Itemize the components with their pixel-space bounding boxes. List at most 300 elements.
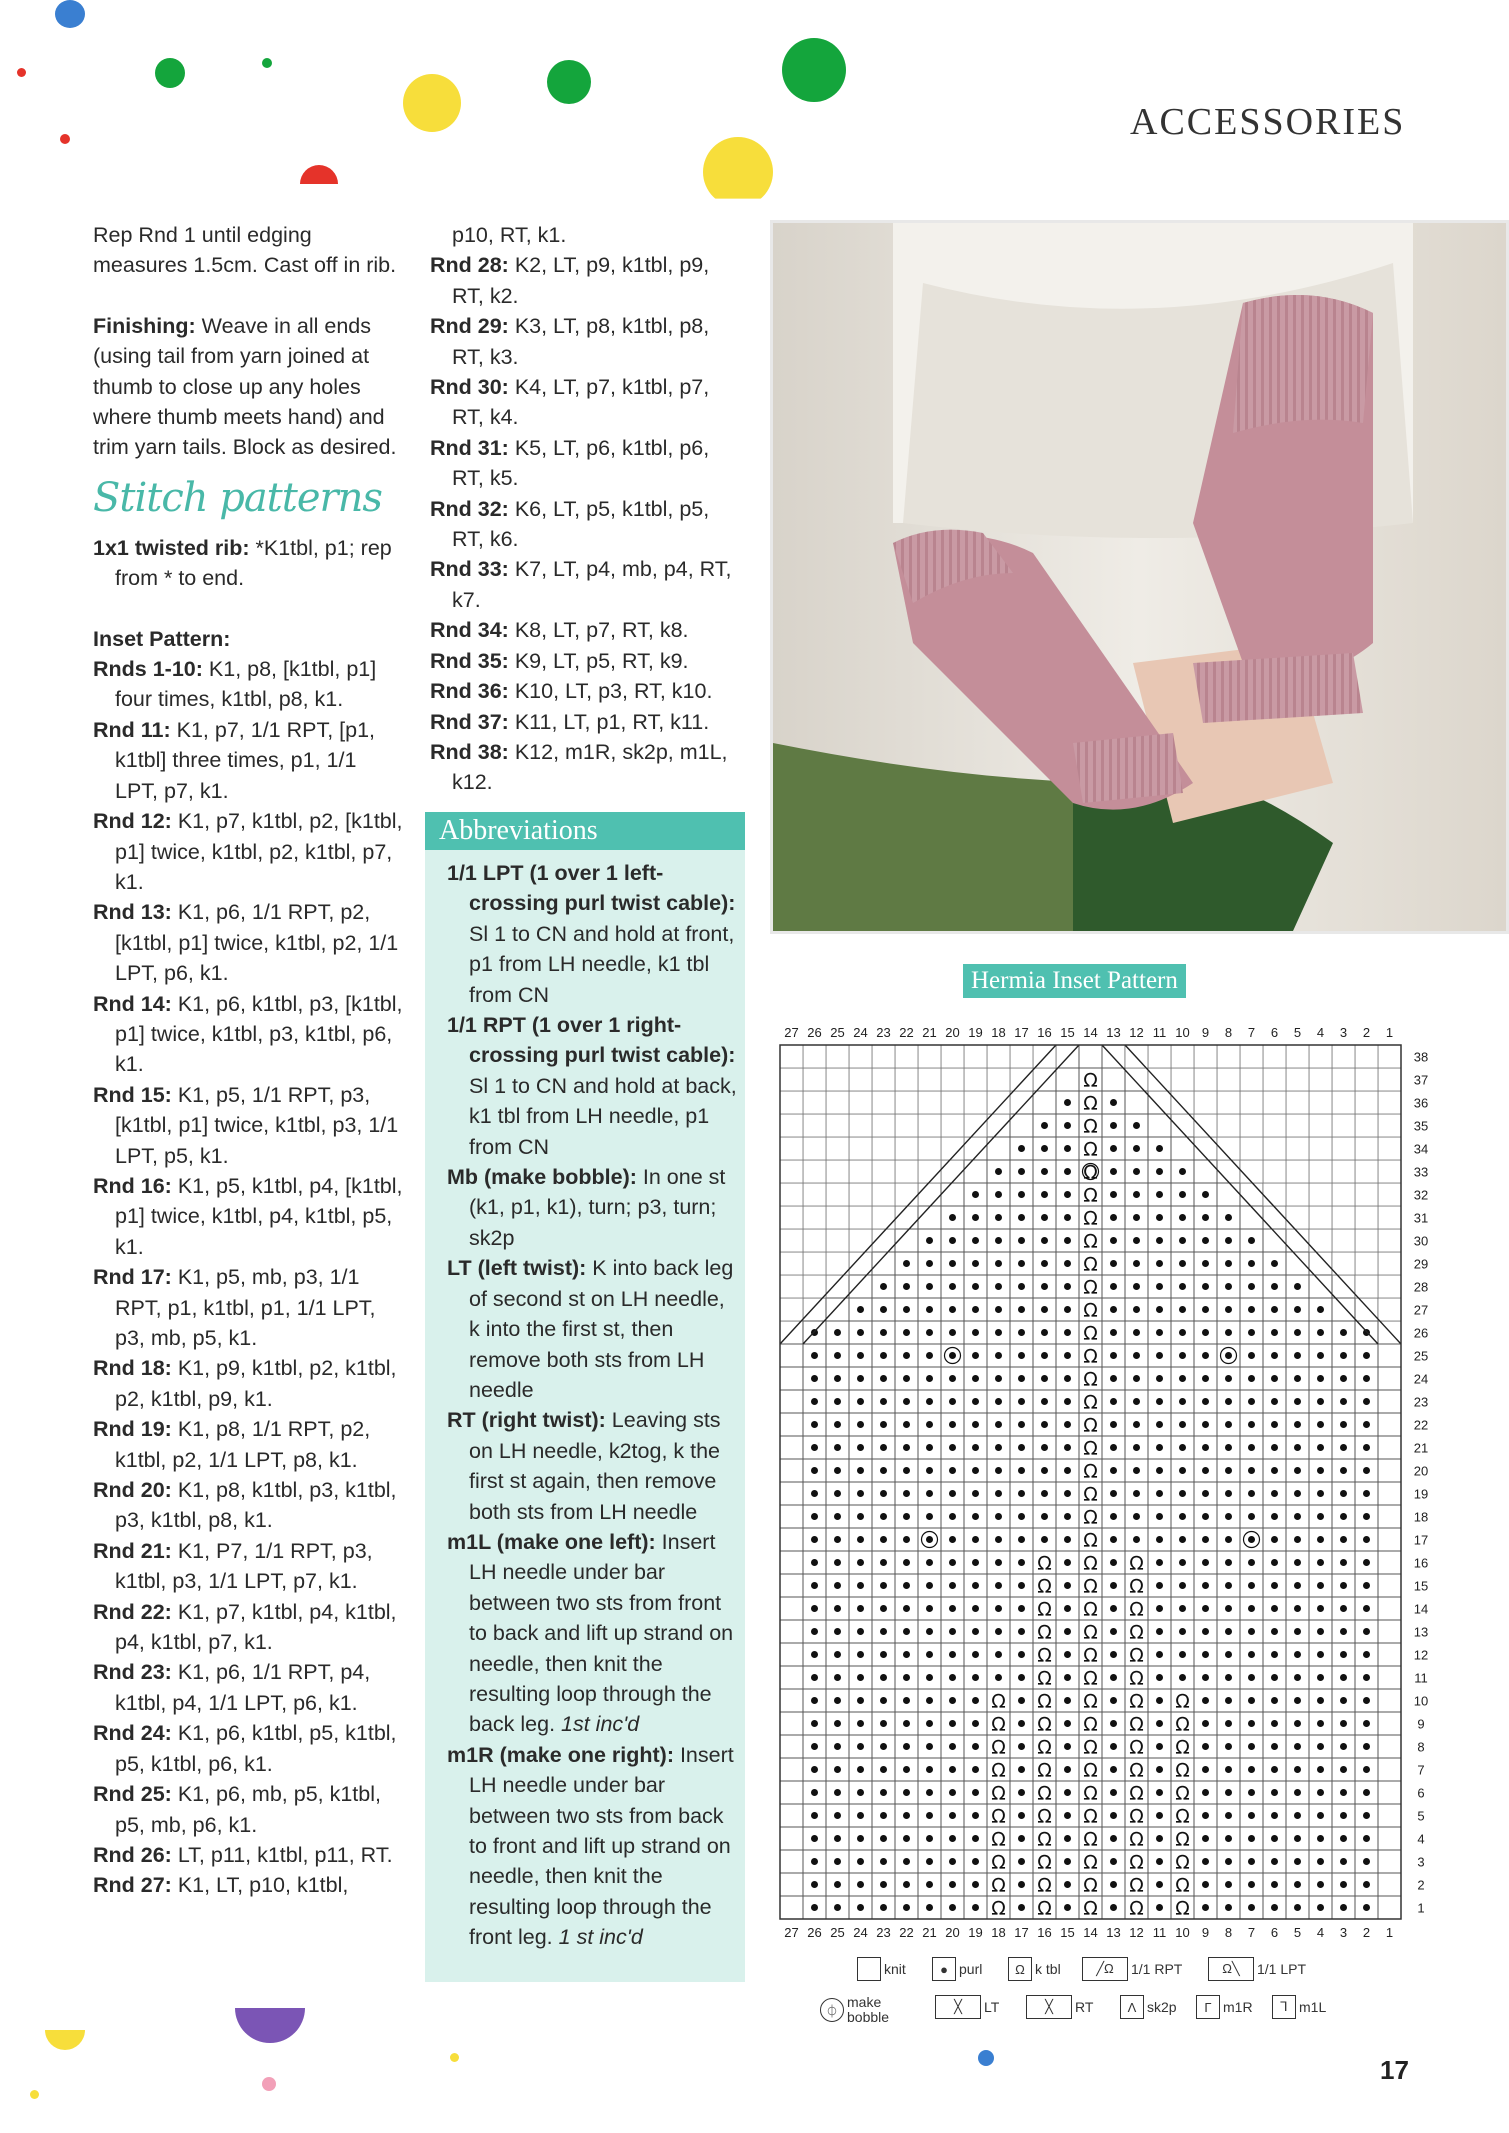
purl-mark <box>949 1329 956 1336</box>
purl-mark <box>1156 1145 1163 1152</box>
purl-mark <box>1041 1168 1048 1175</box>
chart-cell <box>780 1367 803 1390</box>
purl-mark <box>1064 1766 1071 1773</box>
chart-cell <box>987 1114 1010 1137</box>
chart-cell <box>780 1206 803 1229</box>
round-text: K1, p6, 1/1 RPT, p2, [k1tbl, p1] twice, k1tbl, p2, 1/1 LPT, p6, k1. <box>115 900 399 986</box>
purl-mark <box>1133 1398 1140 1405</box>
legend-bobble <box>820 1995 907 2025</box>
chart-cell <box>918 1183 941 1206</box>
ktbl-mark: Ω <box>1175 1805 1190 1828</box>
purl-mark <box>926 1674 933 1681</box>
purl-mark <box>1317 1651 1324 1658</box>
purl-mark <box>880 1628 887 1635</box>
purl-mark <box>1294 1375 1301 1382</box>
chart-cell <box>1309 1114 1332 1137</box>
ktbl-mark: Ω <box>1083 1506 1098 1529</box>
column-number: 27 <box>784 1025 799 1040</box>
chart-cell <box>1378 1804 1401 1827</box>
ktbl-mark: Ω <box>1129 1621 1144 1644</box>
purl-mark <box>1018 1582 1025 1589</box>
column-number: 9 <box>1201 1925 1210 1940</box>
round-instruction <box>93 715 403 806</box>
purl-mark <box>1064 1352 1071 1359</box>
row-number: 26 <box>1413 1325 1429 1341</box>
purl-mark <box>995 1628 1002 1635</box>
purl-mark <box>1271 1858 1278 1865</box>
chart-cell <box>1378 1896 1401 1919</box>
purl-mark <box>949 1421 956 1428</box>
chart-cell <box>918 1137 941 1160</box>
purl-mark <box>834 1421 841 1428</box>
abbreviation-term: 1/1 RPT (1 over 1 right-crossing purl twist cable): <box>447 1013 736 1068</box>
purl-mark <box>1317 1536 1324 1543</box>
purl-mark <box>1156 1214 1163 1221</box>
purl-mark <box>1271 1467 1278 1474</box>
column-number: 8 <box>1224 1925 1233 1940</box>
purl-mark <box>949 1582 956 1589</box>
column-number: 24 <box>853 1025 868 1040</box>
chart-cell <box>1010 1114 1033 1137</box>
purl-mark <box>926 1789 933 1796</box>
row-number: 4 <box>1417 1831 1425 1847</box>
purl-mark <box>1064 1283 1071 1290</box>
purl-mark <box>1340 1858 1347 1865</box>
purl-mark <box>1317 1582 1324 1589</box>
purl-mark <box>1018 1283 1025 1290</box>
round-label: Rnd 17: <box>93 1265 172 1290</box>
purl-mark <box>1248 1237 1255 1244</box>
purl-mark <box>995 1536 1002 1543</box>
ktbl-mark: Ω <box>1083 1092 1098 1115</box>
abbreviation-definition: Insert LH needle under bar between two sts from front to back and lift up strand on needle, then knit the resulting loop through the back leg. <box>469 1529 734 1737</box>
purl-mark <box>834 1582 841 1589</box>
purl-mark <box>1294 1490 1301 1497</box>
purl-mark <box>926 1605 933 1612</box>
legend-label: 1/1 RPT <box>1131 1961 1183 1977</box>
purl-mark <box>903 1283 910 1290</box>
purl-mark <box>880 1513 887 1520</box>
chart-cell <box>941 1114 964 1137</box>
purl-mark <box>880 1605 887 1612</box>
chart-cell <box>1286 1252 1309 1275</box>
chart-cell <box>895 1091 918 1114</box>
purl-mark <box>1340 1329 1347 1336</box>
purl-mark <box>949 1605 956 1612</box>
purl-mark <box>903 1467 910 1474</box>
purl-mark <box>1248 1559 1255 1566</box>
purl-mark <box>1202 1490 1209 1497</box>
ktbl-mark: Ω <box>1083 1828 1098 1851</box>
ktbl-mark: Ω <box>1083 1276 1098 1299</box>
purl-mark <box>880 1789 887 1796</box>
row-number: 9 <box>1417 1716 1425 1732</box>
chart-cell <box>872 1206 895 1229</box>
purl-mark <box>857 1490 864 1497</box>
purl-mark <box>1271 1720 1278 1727</box>
purl-mark <box>834 1766 841 1773</box>
purl-mark <box>1018 1835 1025 1842</box>
column-number: 21 <box>922 1025 937 1040</box>
round-label: Rnd 31: <box>430 435 509 460</box>
purl-mark <box>1156 1536 1163 1543</box>
chart-cell <box>1378 1183 1401 1206</box>
purl-mark <box>1202 1214 1209 1221</box>
ktbl-mark: Ω <box>1175 1736 1190 1759</box>
row-number: 11 <box>1414 1670 1428 1686</box>
chart-cell <box>780 1689 803 1712</box>
purl-mark <box>1248 1283 1255 1290</box>
purl-mark <box>857 1398 864 1405</box>
chart-cell <box>849 1137 872 1160</box>
purl-mark <box>1156 1306 1163 1313</box>
purl-mark <box>949 1651 956 1658</box>
purl-mark <box>857 1444 864 1451</box>
purl-mark <box>1340 1651 1347 1658</box>
abbreviation-term: Mb (make bobble): <box>447 1165 637 1190</box>
purl-mark <box>1133 1375 1140 1382</box>
purl-mark <box>926 1398 933 1405</box>
chart-cell <box>1240 1114 1263 1137</box>
chart-cell <box>803 1298 826 1321</box>
purl-mark <box>1248 1352 1255 1359</box>
chart-cell <box>780 1229 803 1252</box>
ktbl-mark: Ω <box>991 1851 1006 1874</box>
purl-mark <box>811 1398 818 1405</box>
purl-mark <box>995 1191 1002 1198</box>
purl-mark <box>1018 1605 1025 1612</box>
purl-mark <box>1179 1375 1186 1382</box>
round-instruction <box>93 897 403 988</box>
chart-cell <box>1355 1160 1378 1183</box>
column-number: 11 <box>1152 1925 1167 1940</box>
purl-mark <box>1064 1789 1071 1796</box>
round-list <box>430 250 745 797</box>
purl-mark <box>1225 1329 1232 1336</box>
purl-mark <box>1110 1375 1117 1382</box>
decor-dot <box>547 60 591 104</box>
purl-mark <box>834 1605 841 1612</box>
purl-mark <box>834 1858 841 1865</box>
round-label: Rnd 37: <box>430 709 509 734</box>
purl-mark <box>857 1605 864 1612</box>
purl-mark <box>1018 1214 1025 1221</box>
chart-cell <box>849 1160 872 1183</box>
purl-mark <box>949 1812 956 1819</box>
legend-label: m1R <box>1223 1999 1253 2015</box>
chart-cell <box>1332 1091 1355 1114</box>
purl-mark <box>1133 1490 1140 1497</box>
purl-mark <box>1317 1513 1324 1520</box>
purl-mark <box>1340 1812 1347 1819</box>
column-number: 17 <box>1014 1025 1029 1040</box>
chart-cell <box>780 1160 803 1183</box>
purl-mark <box>1018 1260 1025 1267</box>
purl-mark <box>1110 1536 1117 1543</box>
column-number: 2 <box>1362 1925 1371 1940</box>
abbreviation-entry <box>447 1162 737 1253</box>
column-number: 4 <box>1316 1025 1325 1040</box>
purl-mark <box>1248 1536 1255 1543</box>
round-instruction <box>430 494 745 555</box>
row-number: 6 <box>1417 1785 1425 1801</box>
round-instruction <box>93 1597 403 1658</box>
purl-mark <box>1340 1789 1347 1796</box>
purl-mark <box>1294 1329 1301 1336</box>
purl-mark <box>903 1398 910 1405</box>
purl-mark <box>834 1444 841 1451</box>
purl-mark <box>834 1398 841 1405</box>
purl-mark <box>995 1237 1002 1244</box>
column-number: 22 <box>899 1925 914 1940</box>
column-number: 26 <box>807 1925 822 1940</box>
abbreviation-term: RT (right twist): <box>447 1408 606 1433</box>
chart-cell <box>1309 1275 1332 1298</box>
chart-cell <box>1286 1068 1309 1091</box>
purl-mark <box>857 1306 864 1313</box>
row-number: 32 <box>1413 1187 1429 1203</box>
abbreviation-entry <box>447 858 737 1010</box>
purl-mark <box>857 1628 864 1635</box>
purl-mark <box>1340 1766 1347 1773</box>
chart-cell <box>1217 1091 1240 1114</box>
purl-mark <box>1225 1214 1232 1221</box>
purl-mark <box>1110 1628 1117 1635</box>
column-number: 13 <box>1106 1025 1121 1040</box>
purl-mark <box>1110 1191 1117 1198</box>
paragraph: Rep Rnd 1 until edging measures 1.5cm. Cast off in rib. <box>93 223 397 278</box>
chart-cell <box>780 1804 803 1827</box>
chart-cell <box>826 1160 849 1183</box>
purl-mark <box>1179 1467 1186 1474</box>
round-text: K1, p6, k1tbl, p5, k1tbl, p5, k1tbl, p6, k1. <box>115 1721 397 1776</box>
ktbl-mark: Ω <box>1175 1828 1190 1851</box>
column-number: 5 <box>1293 1925 1302 1940</box>
column-number: 3 <box>1339 1925 1348 1940</box>
purl-mark <box>995 1651 1002 1658</box>
round-text: K1, p6, 1/1 RPT, p4, k1tbl, p4, 1/1 LPT, p6, k1. <box>115 1660 371 1715</box>
purl-mark <box>1110 1559 1117 1566</box>
purl-mark <box>1018 1329 1025 1336</box>
purl-mark <box>1202 1444 1209 1451</box>
chart-cell <box>1378 1712 1401 1735</box>
legend-m1l <box>1272 1995 1326 2019</box>
chart-cell <box>1378 1666 1401 1689</box>
purl-mark <box>1294 1536 1301 1543</box>
row-number: 7 <box>1417 1762 1425 1778</box>
ktbl-mark: Ω <box>1037 1575 1052 1598</box>
purl-mark <box>1018 1444 1025 1451</box>
purl-mark <box>949 1283 956 1290</box>
column-number: 10 <box>1175 1025 1190 1040</box>
chart-cell <box>1378 1528 1401 1551</box>
purl-mark <box>1225 1720 1232 1727</box>
purl-mark <box>972 1881 979 1888</box>
round-instruction <box>430 250 745 311</box>
purl-mark <box>1018 1145 1025 1152</box>
purl-mark <box>926 1513 933 1520</box>
purl-mark <box>1110 1352 1117 1359</box>
purl-mark <box>1156 1605 1163 1612</box>
chart-cell <box>872 1045 895 1068</box>
purl-mark <box>903 1904 910 1911</box>
round-instruction <box>430 646 745 676</box>
chart-cell <box>1194 1091 1217 1114</box>
purl-mark <box>1248 1674 1255 1681</box>
purl-mark <box>1179 1352 1186 1359</box>
purl-mark <box>1271 1835 1278 1842</box>
column-number: 9 <box>1201 1025 1210 1040</box>
round-text: K1, p5, mb, p3, 1/1 RPT, p1, k1tbl, p1, 1/1 LPT, p3, mb, p5, k1. <box>115 1265 376 1350</box>
purl-mark <box>1363 1674 1370 1681</box>
chart-cell <box>1286 1206 1309 1229</box>
purl-mark <box>1248 1582 1255 1589</box>
chart-cell <box>1378 1643 1401 1666</box>
chart-cell <box>1378 1275 1401 1298</box>
purl-mark <box>972 1513 979 1520</box>
chart-cell <box>1355 1114 1378 1137</box>
purl-mark <box>926 1904 933 1911</box>
round-instruction <box>93 1353 403 1414</box>
purl-mark <box>995 1398 1002 1405</box>
round-label: Rnd 14: <box>93 991 172 1016</box>
purl-mark <box>972 1720 979 1727</box>
chart-cell <box>872 1252 895 1275</box>
purl-mark <box>1248 1306 1255 1313</box>
column-number: 23 <box>876 1925 891 1940</box>
purl-mark <box>1294 1283 1301 1290</box>
purl-mark <box>1271 1881 1278 1888</box>
purl-mark <box>811 1743 818 1750</box>
round-label: Rnd 16: <box>93 1173 172 1198</box>
round-label: Rnd 28: <box>430 253 509 278</box>
row-number: 20 <box>1413 1463 1429 1479</box>
purl-mark <box>1041 1214 1048 1221</box>
purl-mark <box>1156 1835 1163 1842</box>
purl-mark <box>880 1835 887 1842</box>
purl-mark <box>1317 1444 1324 1451</box>
purl-mark <box>1294 1743 1301 1750</box>
chart-cell <box>1171 1114 1194 1137</box>
ktbl-mark: Ω <box>1037 1828 1052 1851</box>
purl-mark <box>1202 1628 1209 1635</box>
column-number: 20 <box>945 1025 960 1040</box>
column-number: 24 <box>853 1925 868 1940</box>
chart-cell <box>849 1183 872 1206</box>
chart-cell <box>918 1091 941 1114</box>
chart-cell <box>1194 1045 1217 1068</box>
chart-cell <box>780 1390 803 1413</box>
ktbl-mark: Ω <box>1037 1552 1052 1575</box>
purl-mark <box>995 1352 1002 1359</box>
purl-mark <box>1225 1398 1232 1405</box>
legend-label: make bobble <box>847 1994 890 2025</box>
purl-mark <box>1271 1743 1278 1750</box>
purl-mark <box>1248 1444 1255 1451</box>
chart-cell <box>780 1712 803 1735</box>
mitts-photo <box>770 220 1509 934</box>
purl-mark <box>1179 1605 1186 1612</box>
purl-mark <box>1225 1490 1232 1497</box>
purl-mark <box>811 1467 818 1474</box>
chart-cell <box>803 1229 826 1252</box>
ktbl-mark: Ω <box>1129 1575 1144 1598</box>
chart-cell <box>1286 1091 1309 1114</box>
ktbl-mark: Ω <box>1083 1161 1098 1184</box>
purl-mark <box>1340 1467 1347 1474</box>
purl-mark <box>1202 1582 1209 1589</box>
decor-dot <box>45 2010 85 2050</box>
ktbl-mark: Ω <box>1037 1644 1052 1667</box>
purl-mark <box>857 1651 864 1658</box>
chart-cell <box>1378 1114 1401 1137</box>
purl-mark <box>926 1628 933 1635</box>
chart-cell <box>941 1160 964 1183</box>
purl-mark <box>1340 1743 1347 1750</box>
purl-mark <box>926 1559 933 1566</box>
purl-mark <box>1317 1467 1324 1474</box>
purl-mark <box>1018 1812 1025 1819</box>
purl-mark <box>903 1421 910 1428</box>
chart-cell <box>1355 1298 1378 1321</box>
abbreviation-definition: Sl 1 to CN and hold at back, k1 tbl from LH needle, p1 from CN <box>469 1073 737 1159</box>
chart-cell <box>780 1482 803 1505</box>
purl-mark <box>880 1720 887 1727</box>
chart-cell <box>780 1298 803 1321</box>
ktbl-mark: Ω <box>1083 1621 1098 1644</box>
decor-dot <box>55 0 85 28</box>
purl-mark <box>1202 1260 1209 1267</box>
purl-mark <box>834 1536 841 1543</box>
legend-knit <box>857 1957 906 1981</box>
purl-mark <box>857 1720 864 1727</box>
chart-cell <box>1378 1758 1401 1781</box>
purl-mark <box>1018 1168 1025 1175</box>
round-label: Rnd 30: <box>430 375 509 400</box>
chart-cell <box>1378 1390 1401 1413</box>
purl-mark <box>1110 1881 1117 1888</box>
row-number: 2 <box>1417 1877 1425 1893</box>
purl-mark <box>1225 1237 1232 1244</box>
chart-cell <box>1378 1482 1401 1505</box>
purl-mark <box>1271 1766 1278 1773</box>
purl-mark <box>1202 1858 1209 1865</box>
purl-mark <box>926 1237 933 1244</box>
purl-mark <box>1156 1720 1163 1727</box>
purl-mark <box>1225 1766 1232 1773</box>
column-number: 10 <box>1175 1925 1190 1940</box>
purl-mark <box>1064 1145 1071 1152</box>
purl-mark <box>903 1720 910 1727</box>
purl-mark <box>1363 1375 1370 1382</box>
abbreviation-entry <box>447 1253 737 1405</box>
ktbl-mark: Ω <box>1037 1713 1052 1736</box>
purl-mark <box>1018 1559 1025 1566</box>
purl-mark <box>1064 1582 1071 1589</box>
round-label: Rnd 34: <box>430 618 509 643</box>
purl-mark <box>1041 1536 1048 1543</box>
row-number: 5 <box>1417 1808 1425 1824</box>
purl-mark <box>1041 1191 1048 1198</box>
purl-dot-icon: ● <box>932 1957 956 1981</box>
purl-mark <box>1294 1858 1301 1865</box>
purl-mark <box>926 1881 933 1888</box>
ktbl-mark: Ω <box>1129 1805 1144 1828</box>
purl-mark <box>1202 1421 1209 1428</box>
purl-mark <box>1156 1766 1163 1773</box>
chart-cell <box>895 1068 918 1091</box>
chart-cell <box>1332 1183 1355 1206</box>
